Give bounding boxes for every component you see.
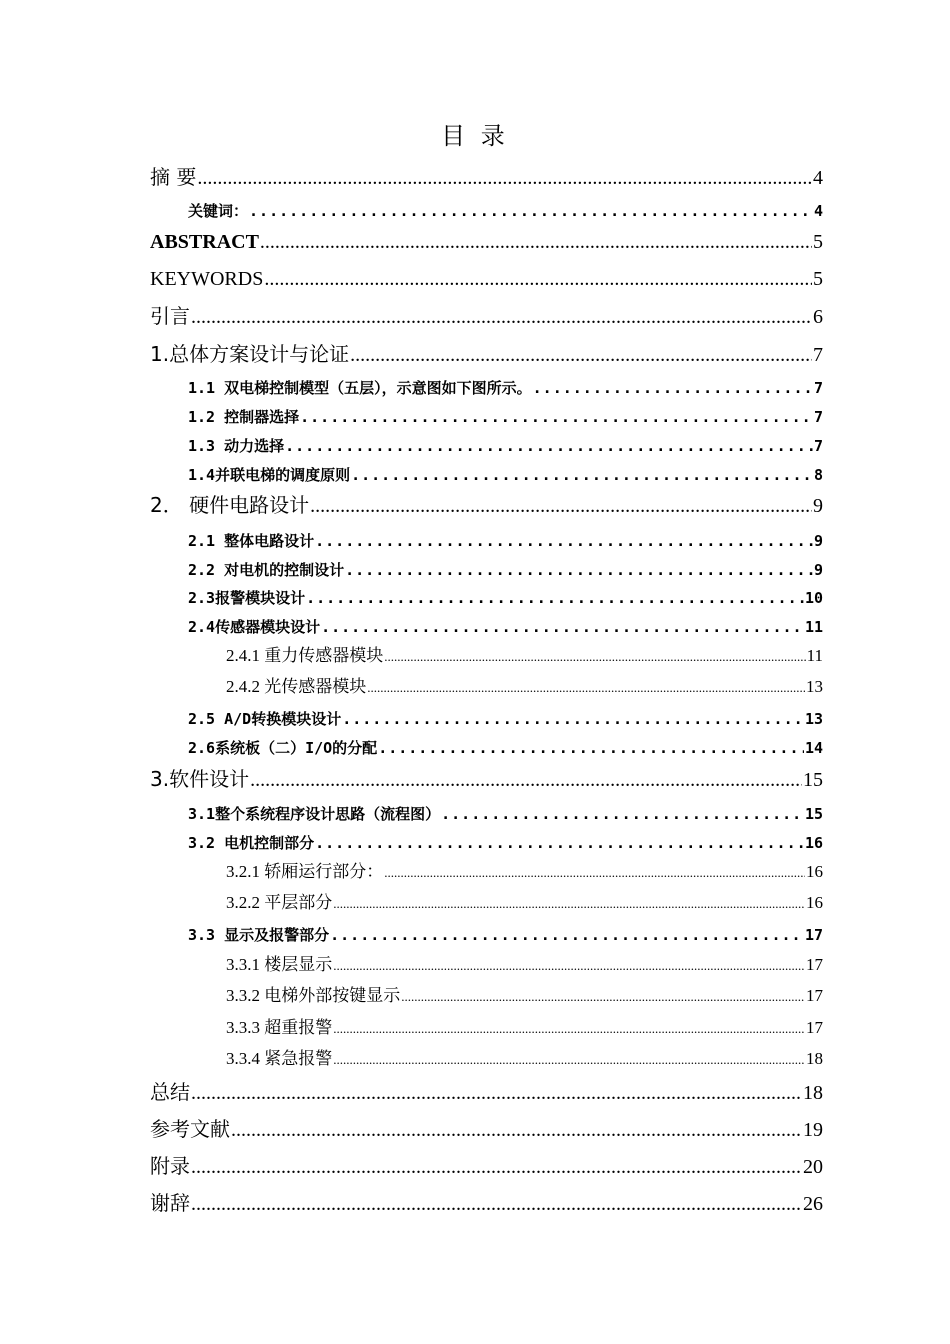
- toc-entry-2-6[interactable]: [188, 736, 823, 760]
- toc-entry-page: 17: [806, 1018, 823, 1037]
- toc-entry-label: 3.3 显示及报警部分: [188, 926, 330, 944]
- toc-entry-page: 10: [804, 589, 823, 607]
- toc-entry-label: 引言: [150, 304, 190, 328]
- toc-leader-dots: [441, 802, 804, 826]
- toc-entry-page: 17: [806, 986, 823, 1005]
- toc-entry-label: 3.2.2 平层部分: [226, 893, 333, 912]
- toc-entry-page: 5: [813, 268, 823, 290]
- toc-entry-page: 7: [813, 344, 823, 366]
- toc-entry-1-3[interactable]: [188, 434, 823, 458]
- toc-entry-label: 2.2 对电机的控制设计: [188, 561, 345, 579]
- toc-entry-page: 16: [806, 862, 823, 881]
- toc-leader-dots: [378, 736, 804, 760]
- toc-entry-references[interactable]: [150, 1115, 823, 1144]
- toc-title: 目 录: [441, 122, 509, 150]
- toc-entry-label: 2． 硬件电路设计: [150, 493, 310, 517]
- toc-entry-3-3-3[interactable]: [226, 1016, 823, 1041]
- toc-entry-2-4[interactable]: [188, 615, 823, 639]
- toc-entry-page: 4: [813, 167, 823, 189]
- toc-leader-dots: [333, 954, 805, 978]
- toc-leader-dots: [249, 199, 813, 223]
- toc-entry-page: 14: [804, 739, 823, 757]
- toc-entry-1-1[interactable]: [188, 376, 823, 400]
- toc-entry-2-3[interactable]: [188, 586, 823, 610]
- toc-entry-page: 13: [804, 710, 823, 728]
- toc-entry-chapter-1[interactable]: [150, 340, 823, 369]
- toc-leader-dots: [260, 228, 812, 256]
- toc-entry-label: ABSTRACT: [150, 231, 259, 253]
- toc-entry-page: 13: [806, 677, 823, 696]
- toc-entry-page: 9: [813, 495, 823, 517]
- toc-entry-1-4[interactable]: [188, 463, 823, 487]
- toc-leader-dots: [191, 1153, 802, 1181]
- toc-leader-dots: [250, 766, 802, 794]
- toc-entry-label: 1.总体方案设计与论证: [150, 342, 350, 366]
- toc-entry-page: 18: [803, 1082, 823, 1104]
- toc-entry-3-1[interactable]: [188, 802, 823, 826]
- toc-entry-label: 关键词：: [188, 202, 249, 220]
- toc-leader-dots: [285, 434, 813, 458]
- toc-leader-dots: [384, 861, 805, 885]
- toc-entry-label: 3.3.4 紧急报警: [226, 1049, 333, 1068]
- toc-leader-dots: [342, 707, 804, 731]
- toc-entry-page: 4: [813, 202, 823, 220]
- toc-leader-dots: [315, 831, 804, 855]
- toc-entry-page: 9: [813, 532, 823, 550]
- toc-entry-keywords-en[interactable]: [150, 265, 823, 293]
- toc-entry-keywords-cn[interactable]: [188, 199, 823, 223]
- toc-leader-dots: [264, 265, 812, 293]
- toc-leader-dots: [330, 923, 804, 947]
- toc-entry-3-2-1[interactable]: [226, 860, 823, 885]
- toc-leader-dots: [333, 892, 805, 916]
- toc-entry-label: 3.软件设计: [150, 767, 250, 791]
- toc-entry-page: 19: [803, 1119, 823, 1141]
- toc-leader-dots: [351, 463, 813, 487]
- toc-entry-label: 2.1 整体电路设计: [188, 532, 315, 550]
- toc-entry-label: 3.2.1 轿厢运行部分：: [226, 862, 384, 881]
- toc-entry-appendix[interactable]: [150, 1152, 823, 1181]
- toc-entry-page: 7: [813, 437, 823, 455]
- toc-entry-3-3-4[interactable]: [226, 1047, 823, 1072]
- toc-leader-dots: [191, 303, 812, 331]
- toc-entry-label: 2.6系统板（二）I/O的分配: [188, 739, 378, 757]
- toc-entry-page: 17: [806, 955, 823, 974]
- toc-leader-dots: [300, 405, 813, 429]
- toc-entry-label: 1.1 双电梯控制模型（五层），示意图如下图所示。: [188, 379, 532, 397]
- toc-entry-label: 总结: [150, 1080, 190, 1104]
- toc-entry-2-4-2[interactable]: [226, 675, 823, 700]
- toc-entry-3-2[interactable]: [188, 831, 823, 855]
- toc-leader-dots: [401, 985, 805, 1009]
- toc-entry-label: 3.2 电机控制部分: [188, 834, 315, 852]
- toc-entry-label: 2.4传感器模块设计: [188, 618, 321, 636]
- toc-entry-page: 11: [806, 646, 823, 665]
- toc-entry-chapter-2[interactable]: [150, 491, 823, 520]
- toc-entry-summary[interactable]: [150, 1078, 823, 1107]
- toc-leader-dots: [191, 1190, 802, 1218]
- toc-entry-page: 6: [813, 306, 823, 328]
- toc-entry-page: 16: [806, 893, 823, 912]
- toc-entry-2-1[interactable]: [188, 529, 823, 553]
- toc-entry-2-5[interactable]: [188, 707, 823, 731]
- toc-entry-label: 附录: [150, 1154, 190, 1178]
- toc-leader-dots: [321, 615, 804, 639]
- toc-entry-label: 3.3.3 超重报警: [226, 1018, 333, 1037]
- toc-leader-dots: [350, 341, 812, 369]
- toc-entry-page: 9: [813, 561, 823, 579]
- toc-entry-page: 17: [804, 926, 823, 944]
- toc-entry-page: 16: [804, 834, 823, 852]
- toc-entry-label: 1.2 控制器选择: [188, 408, 300, 426]
- toc-entry-2-2[interactable]: [188, 558, 823, 582]
- toc-entry-label: 2.5 A/D转换模块设计: [188, 710, 342, 728]
- toc-entry-page: 7: [813, 408, 823, 426]
- toc-entry-label: 参考文献: [150, 1117, 230, 1141]
- toc-entry-page: 11: [804, 618, 823, 636]
- toc-entry-page: 18: [806, 1049, 823, 1068]
- toc-entry-abstract-en[interactable]: [150, 228, 823, 256]
- toc-entry-label: 3.3.2 电梯外部按键显示: [226, 986, 401, 1005]
- toc-entry-label: 2.4.2 光传感器模块: [226, 677, 367, 696]
- toc-leader-dots: [345, 558, 813, 582]
- toc-entry-3-3-1[interactable]: [226, 953, 823, 978]
- toc-entry-2-4-1[interactable]: [226, 644, 823, 669]
- toc-entry-page: 5: [813, 231, 823, 253]
- toc-entry-abstract-cn[interactable]: [150, 163, 823, 192]
- toc-leader-dots: [310, 492, 812, 520]
- toc-entry-label: KEYWORDS: [150, 268, 264, 290]
- toc-leader-dots: [306, 586, 804, 610]
- toc-leader-dots: [333, 1017, 805, 1041]
- toc-leader-dots: [367, 676, 805, 700]
- toc-entry-chapter-3[interactable]: [150, 765, 823, 794]
- toc-entry-label: 3.1整个系统程序设计思路（流程图）: [188, 805, 441, 823]
- toc-leader-dots: [384, 645, 805, 669]
- toc-entry-label: 2.4.1 重力传感器模块: [226, 646, 384, 665]
- toc-entry-label: 3.3.1 楼层显示: [226, 955, 333, 974]
- toc-entry-introduction[interactable]: [150, 302, 823, 331]
- toc-entry-page: 15: [804, 805, 823, 823]
- toc-leader-dots: [231, 1116, 802, 1144]
- toc-entry-page: 8: [813, 466, 823, 484]
- toc-leader-dots: [533, 376, 813, 400]
- toc-entry-page: 20: [803, 1156, 823, 1178]
- toc-entry-label: 1.4并联电梯的调度原则: [188, 466, 351, 484]
- toc-entry-1-2[interactable]: [188, 405, 823, 429]
- toc-entry-acknowledgements[interactable]: [150, 1189, 823, 1218]
- toc-entry-3-2-2[interactable]: [226, 891, 823, 916]
- toc-leader-dots: [191, 1079, 802, 1107]
- toc-entry-label: 谢辞: [150, 1191, 190, 1215]
- toc-entry-label: 2.3报警模块设计: [188, 589, 306, 607]
- toc-entry-3-3[interactable]: [188, 923, 823, 947]
- toc-entry-page: 15: [803, 769, 823, 791]
- toc-entry-3-3-2[interactable]: [226, 984, 823, 1009]
- toc-entry-label: 摘 要: [150, 165, 197, 189]
- toc-entry-label: 1.3 动力选择: [188, 437, 285, 455]
- toc-entry-page: 7: [813, 379, 823, 397]
- toc-leader-dots: [197, 164, 812, 192]
- toc-entry-page: 26: [803, 1193, 823, 1215]
- toc-leader-dots: [333, 1048, 805, 1072]
- toc-leader-dots: [315, 529, 813, 553]
